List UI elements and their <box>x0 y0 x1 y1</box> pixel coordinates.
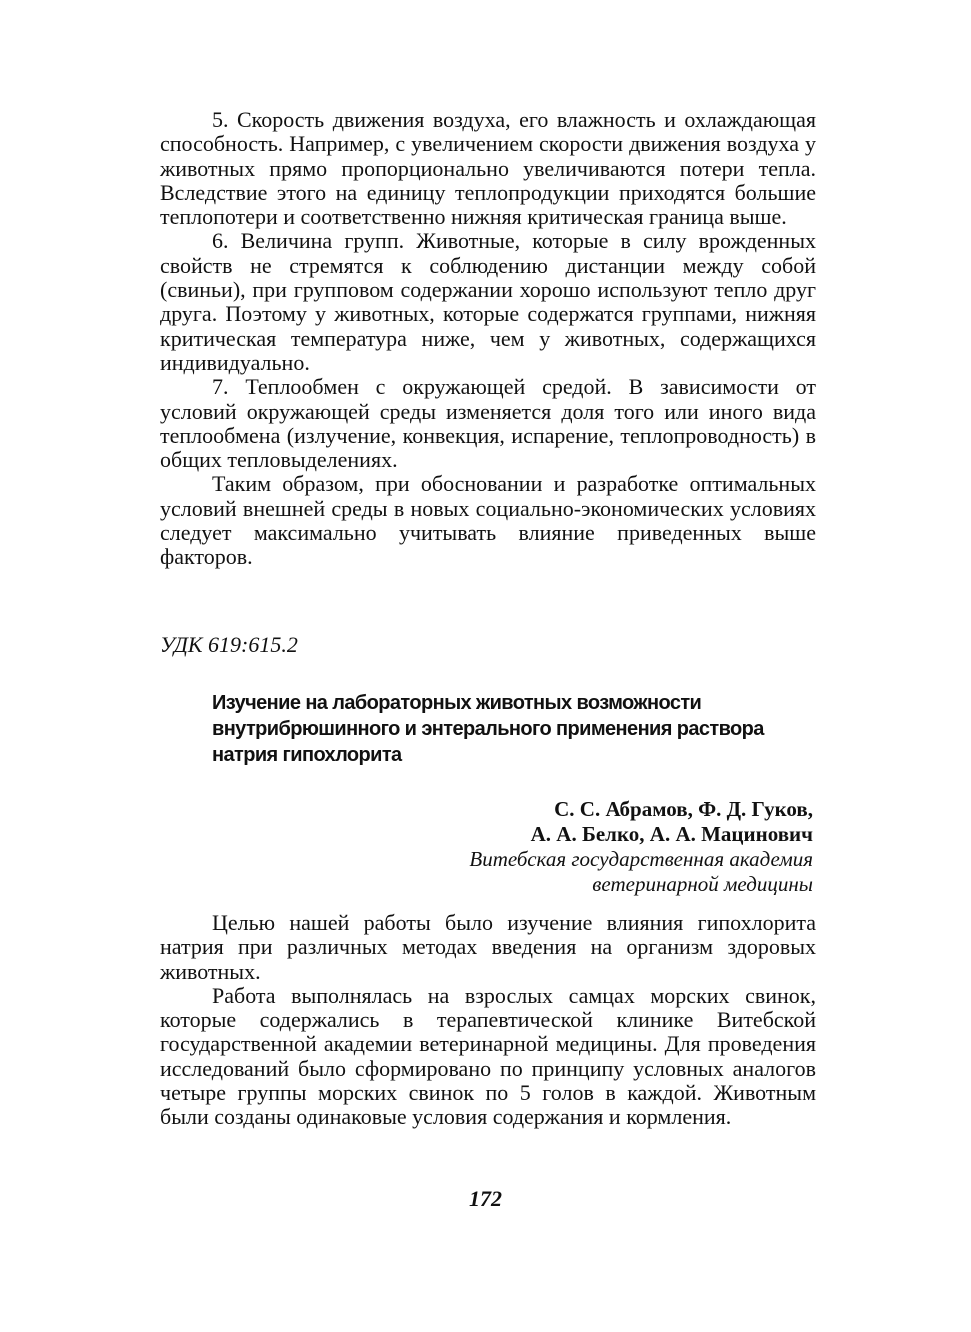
article-title: Изучение на лабораторных животных возможности внутрибрюшинного и энтерального применения раствора натрия гипохлорита <box>212 692 764 766</box>
paragraph-methods: Работа выполнялась на взрослых самцах морских свинок, которые содержались в терапевтической клинике Витебской государственной академии ветеринарной медицины. Для проведения исследований было сформировано по принципу условных аналогов четыре группы морских свинок по 5 голов в каждой. Животным были созданы одинаковые условия содержания и кормления. <box>160 982 816 1130</box>
paragraph-conclusion: Таким образом, при обосновании и разработке оптимальных условий внешней среды в новых социально-экономических условиях следует максимально учитывать влияние приведенных выше факторов. <box>160 471 816 570</box>
authors-line-1: С. С. Абрамов, Ф. Д. Гуков, <box>554 797 813 821</box>
authors-line-2: А. А. Белко, А. А. Мацинович <box>530 822 813 846</box>
affiliation-line-1: Витебская государственная академия <box>469 847 813 871</box>
paragraph-group-size: 6. Величина групп. Животные, которые в силу врожденных свойств не стремятся к соблюдению дистанции между собой (свиньи), при групповом содержании хорошо используют тепло друг друга. Поэтому у животных, которые содержатся группами, нижняя критическая температура ниже, чем у животных, содержащихся индивидуально. <box>160 228 816 375</box>
authors-block <box>293 797 813 897</box>
page-number: 172 <box>469 1186 502 1211</box>
udk-code: УДК 619:615.2 <box>160 632 298 657</box>
top-text-block <box>160 108 816 570</box>
paragraph-heat-exchange: 7. Теплообмен с окружающей средой. В зависимости от условий окружающей среды изменяется доля того или иного вида теплообмена (излучение, конвекция, испарение, теплопроводность) в общих тепловыделениях. <box>160 374 816 473</box>
paragraph-air-velocity: 5. Скорость движения воздуха, его влажность и охлаждающая способность. Например, с увеличением скорости движения воздуха у животных прямо пропорционально увеличиваются потери тепла. Вследствие этого на единицу теплопродукции приходятся большие теплопотери и соответственно нижняя критическая граница выше. <box>160 107 816 230</box>
affiliation-line-2: ветеринарной медицины <box>592 872 813 896</box>
bottom-text-block <box>160 911 816 1130</box>
paragraph-aim: Целью нашей работы было изучение влияния гипохлорита натрия при различных методах введения на организм здоровых животных. <box>160 910 816 984</box>
